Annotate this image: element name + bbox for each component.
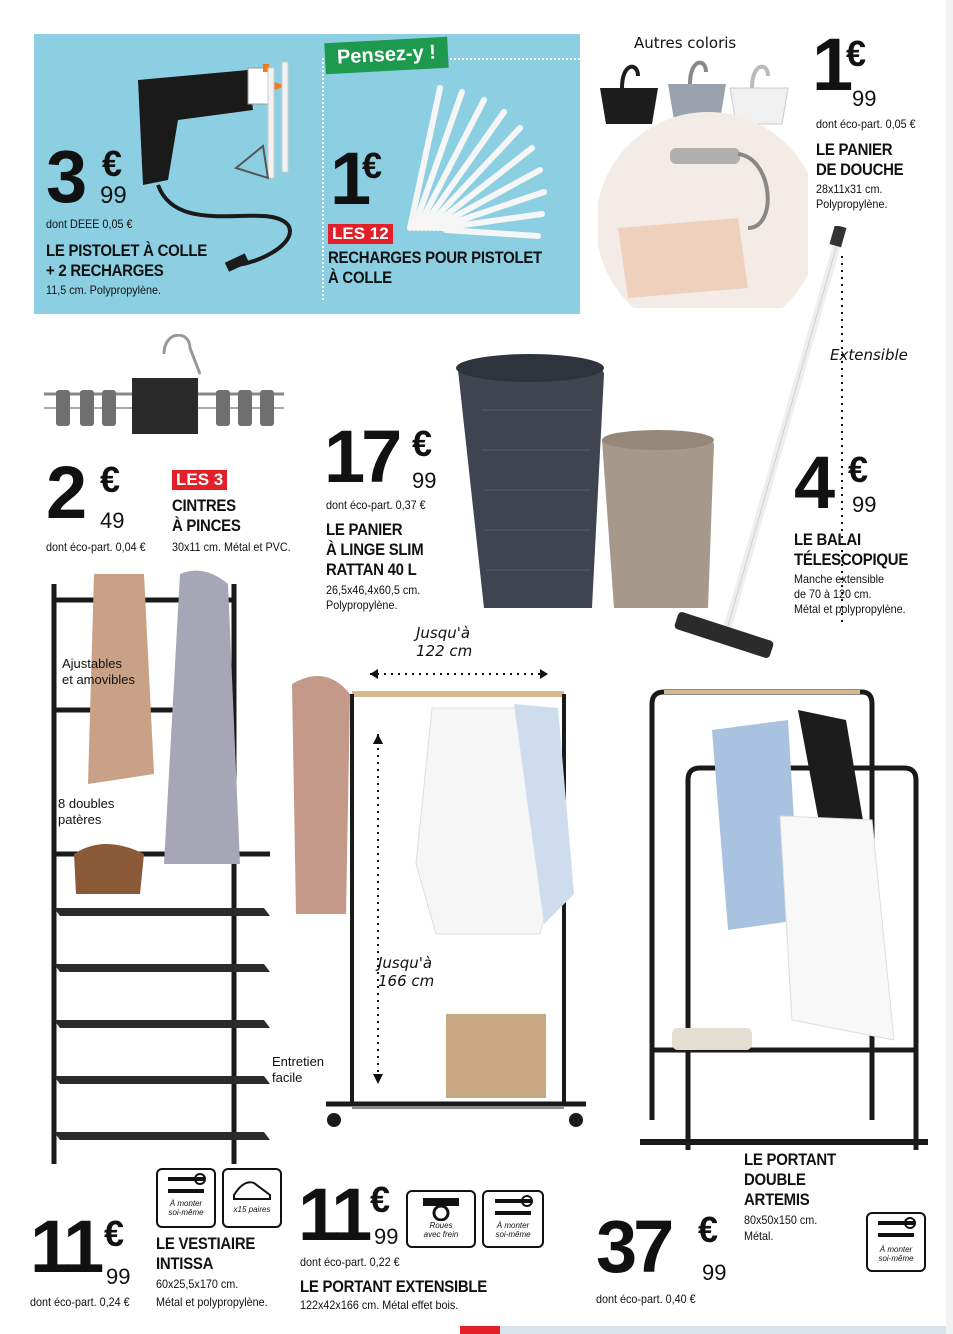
hangers-qty-tag: LES 3 bbox=[172, 470, 227, 490]
refills-image bbox=[400, 78, 550, 248]
artemis-price: 37 bbox=[596, 1205, 671, 1288]
extensible-rack-image bbox=[286, 664, 616, 1144]
glue-gun-name-2: + 2 RECHARGES bbox=[46, 261, 164, 280]
bottom-strip bbox=[460, 1326, 946, 1334]
broom-name-2: TÉLESCOPIQUE bbox=[794, 550, 909, 569]
laundry-basket-desc-2: Polypropylène. bbox=[326, 598, 398, 612]
glue-gun-eco: dont DEEE 0,05 € bbox=[46, 217, 133, 231]
glue-gun-euro: € bbox=[102, 143, 123, 184]
broom-cents: 99 bbox=[852, 492, 877, 517]
hangers-name-2: À PINCES bbox=[172, 516, 241, 535]
artemis-desc-1: 80x50x150 cm. bbox=[744, 1213, 818, 1227]
artemis-name-3: ARTEMIS bbox=[744, 1190, 810, 1209]
refills-euro: € bbox=[362, 145, 383, 186]
coat-rack-name-2: INTISSA bbox=[156, 1254, 214, 1273]
hangers-price: 2 bbox=[46, 451, 84, 534]
coat-rack-cents: 99 bbox=[106, 1264, 131, 1289]
promo-label: Pensez-y ! bbox=[324, 37, 448, 74]
coat-rack-note-2: 8 doubles patères bbox=[58, 796, 115, 827]
shower-basket-cents: 99 bbox=[852, 86, 877, 111]
pairs-badge: x15 paires bbox=[222, 1168, 282, 1228]
hangers-image bbox=[40, 334, 290, 444]
extensible-rack-eco: dont éco-part. 0,22 € bbox=[300, 1255, 400, 1269]
artemis-name-1: LE PORTANT bbox=[744, 1150, 836, 1169]
wrench-screwdriver-icon bbox=[491, 1195, 535, 1221]
extensible-rack-euro: € bbox=[370, 1179, 391, 1220]
extensible-rack-desc: 122x42x166 cm. Métal effet bois. bbox=[300, 1298, 459, 1312]
coat-rack-eco: dont éco-part. 0,24 € bbox=[30, 1295, 130, 1309]
broom-extensible-label: Extensible bbox=[830, 346, 908, 364]
glue-gun-desc: 11,5 cm. Polypropylène. bbox=[46, 283, 162, 297]
broom-price: 4 bbox=[794, 441, 832, 524]
broom-desc-3: Métal et polypropylène. bbox=[794, 602, 906, 616]
broom-desc-1: Manche extensible bbox=[794, 572, 885, 586]
rack-height-label: Jusqu'à 166 cm bbox=[378, 954, 435, 990]
hangers-name-1: CINTRES bbox=[172, 496, 236, 515]
shower-basket-name-1: LE PANIER bbox=[816, 140, 893, 159]
bottom-red-mark bbox=[460, 1326, 500, 1334]
hangers-desc: 30x11 cm. Métal et PVC. bbox=[172, 540, 291, 554]
shoe-icon bbox=[230, 1173, 274, 1205]
artemis-name-2: DOUBLE bbox=[744, 1170, 806, 1189]
self-assembly-badge-3: À monter soi-même bbox=[866, 1212, 926, 1272]
hangers-cents: 49 bbox=[100, 508, 125, 533]
rack-width-label: Jusqu'à 122 cm bbox=[416, 624, 473, 660]
shower-basket-euro: € bbox=[846, 33, 867, 74]
shower-basket-price: 1 bbox=[812, 23, 850, 106]
coat-rack-name-1: LE VESTIAIRE bbox=[156, 1234, 256, 1253]
refills-price: 1 bbox=[330, 137, 368, 220]
laundry-basket-cents: 99 bbox=[412, 468, 437, 493]
wheels-brake-badge: Roues avec frein bbox=[406, 1190, 476, 1248]
coat-rack-euro: € bbox=[104, 1213, 125, 1254]
laundry-basket-desc-1: 26,5x46,4x60,5 cm. bbox=[326, 583, 421, 597]
extensible-rack-price: 11 bbox=[298, 1173, 369, 1256]
shower-basket-name-2: DE DOUCHE bbox=[816, 160, 904, 179]
extensible-rack-cents: 99 bbox=[374, 1224, 399, 1249]
artemis-cents: 99 bbox=[702, 1260, 727, 1285]
coat-rack-note-1: Ajustables et amovibles bbox=[62, 656, 135, 687]
glue-gun-cents: 99 bbox=[100, 182, 127, 209]
laundry-basket-eco: dont éco-part. 0,37 € bbox=[326, 498, 426, 512]
broom-desc-2: de 70 à 120 cm. bbox=[794, 587, 872, 601]
laundry-basket-name-2: À LINGE SLIM bbox=[326, 540, 424, 559]
hangers-euro: € bbox=[100, 459, 121, 500]
refills-name-1: RECHARGES POUR PISTOLET bbox=[328, 248, 542, 267]
page-edge bbox=[946, 0, 953, 1334]
other-colors-label: Autres coloris bbox=[634, 34, 737, 52]
self-assembly-badge: À monter soi-même bbox=[156, 1168, 216, 1228]
coat-rack-note-3: Entretien facile bbox=[272, 1054, 325, 1085]
wheel-icon bbox=[417, 1195, 465, 1221]
broom-euro: € bbox=[848, 449, 869, 490]
artemis-eco: dont éco-part. 0,40 € bbox=[596, 1292, 696, 1306]
shower-basket-desc-2: Polypropylène. bbox=[816, 197, 888, 211]
laundry-basket-name-1: LE PANIER bbox=[326, 520, 403, 539]
coat-rack-price: 11 bbox=[30, 1205, 101, 1288]
artemis-rack-image bbox=[632, 680, 932, 1170]
self-assembly-badge-2: À monter soi-même bbox=[482, 1190, 544, 1248]
laundry-basket-euro: € bbox=[412, 423, 433, 464]
broom-name-1: LE BALAI bbox=[794, 530, 861, 549]
refills-name-2: À COLLE bbox=[328, 268, 392, 287]
artemis-euro: € bbox=[698, 1209, 719, 1250]
glue-gun-price: 3 bbox=[46, 135, 84, 218]
glue-gun-name-1: LE PISTOLET À COLLE bbox=[46, 241, 207, 260]
coat-rack-desc-2: Métal et polypropylène. bbox=[156, 1295, 268, 1309]
coat-rack-desc-1: 60x25,5x170 cm. bbox=[156, 1277, 239, 1291]
shower-basket-desc-1: 28x11x31 cm. bbox=[816, 182, 883, 196]
artemis-desc-2: Métal. bbox=[744, 1229, 774, 1243]
wrench-screwdriver-icon bbox=[874, 1217, 918, 1245]
wrench-screwdriver-icon bbox=[164, 1173, 208, 1199]
extensible-rack-name: LE PORTANT EXTENSIBLE bbox=[300, 1277, 488, 1296]
laundry-basket-price: 17 bbox=[324, 415, 399, 498]
shower-basket-eco: dont éco-part. 0,05 € bbox=[816, 117, 916, 131]
refills-qty-tag: LES 12 bbox=[328, 224, 393, 244]
hangers-eco: dont éco-part. 0,04 € bbox=[46, 540, 146, 554]
laundry-basket-name-3: RATTAN 40 L bbox=[326, 560, 417, 579]
